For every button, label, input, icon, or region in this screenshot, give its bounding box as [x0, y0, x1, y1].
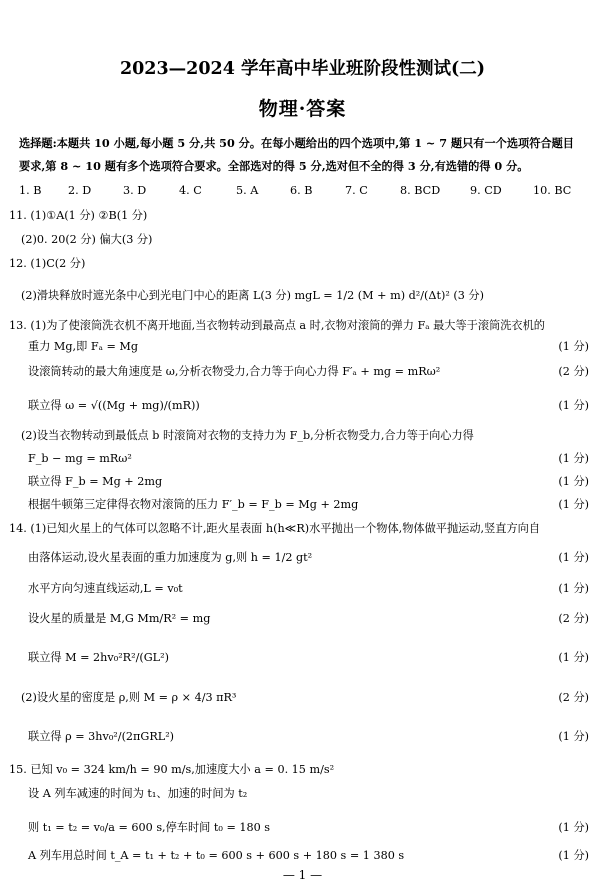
- q14-line-3: 水平方向匀速直线运动,L = v₀t: [28, 582, 183, 595]
- answer-4: 4. C: [179, 184, 202, 197]
- answer-10: 10. BC: [533, 184, 572, 197]
- answer-6: 6. B: [290, 184, 313, 197]
- page-number: — 1 —: [282, 868, 323, 882]
- q13-line-4: 联立得 ω = √((Mg + mg)/(mR)): [28, 399, 200, 412]
- answer-8: 8. BCD: [400, 184, 441, 197]
- q12-part2: (2)滑块释放时遮光条中心到光电门中心的距离 L(3 分) mgL = 1/2 (M + m) d²/(Δt)² (3 分): [21, 289, 484, 302]
- q13-line-3: 设滚筒转动的最大角速度是 ω,分析衣物受力,合力等于向心力得 F′ₐ + mg = mRω²: [28, 365, 441, 378]
- q15-line-4: A 列车用总时间 t_A = t₁ + t₂ + t₀ = 600 s + 600 s + 180 s = 1 380 s: [28, 849, 405, 862]
- q14-line-6-score: (2 分): [558, 691, 589, 704]
- q12-part1: 12. (1)C(2 分): [9, 257, 86, 270]
- q13-line-8-score: (1 分): [558, 498, 589, 511]
- answer-7: 7. C: [345, 184, 368, 197]
- answer-9: 9. CD: [470, 184, 502, 197]
- page-subtitle: 物理·答案: [258, 98, 347, 120]
- q15-line-1: 15. 已知 v₀ = 324 km/h = 90 m/s,加速度大小 a = 0. 15 m/s²: [9, 763, 335, 776]
- q13-line-6: F_b − mg = mRω²: [28, 452, 132, 465]
- q15-line-3-score: (1 分): [558, 821, 589, 834]
- q13-line-1: 13. (1)为了使滚筒洗衣机不离开地面,当衣物转动到最高点 a 时,衣物对滚筒的弹力 Fₐ 最大等于滚筒洗衣机的: [9, 319, 545, 332]
- q13-line-2-score: (1 分): [558, 340, 589, 353]
- q11-part1: 11. (1)①A(1 分) ②B(1 分): [9, 209, 148, 222]
- q14-line-5: 联立得 M = 2hv₀²R²/(GL²): [28, 651, 169, 664]
- q11-part2: (2)0. 20(2 分) 偏大(3 分): [21, 233, 153, 246]
- q13-line-3-score: (2 分): [558, 365, 589, 378]
- q14-line-6: (2)设火星的密度是 ρ,则 M = ρ × 4/3 πR³: [21, 691, 237, 704]
- q15-line-3: 则 t₁ = t₂ = v₀/a = 600 s,停车时间 t₀ = 180 s: [28, 821, 271, 834]
- q13-line-7-score: (1 分): [558, 475, 589, 488]
- q14-line-7: 联立得 ρ = 3hv₀²/(2πGRL²): [28, 730, 175, 743]
- instructions-line-2: 要求,第 8 ~ 10 题有多个选项符合要求。全部选对的得 5 分,选对但不全的得 3 分,有选错的得 0 分。: [19, 159, 529, 173]
- instructions-line-1: 选择题:本题共 10 小题,每小题 5 分,共 50 分。在每小题给出的四个选项中,第 1 ~ 7 题只有一个选项符合题目: [19, 136, 574, 150]
- q15-line-4-score: (1 分): [558, 849, 589, 862]
- q13-line-8: 根据牛顿第三定律得衣物对滚筒的压力 F′_b = F_b = Mg + 2mg: [28, 498, 359, 511]
- answer-2: 2. D: [68, 184, 92, 197]
- q15-line-2: 设 A 列车减速的时间为 t₁、加速的时间为 t₂: [28, 787, 248, 800]
- q13-line-4-score: (1 分): [558, 399, 589, 412]
- q14-line-3-score: (1 分): [558, 582, 589, 595]
- q13-line-7: 联立得 F_b = Mg + 2mg: [28, 475, 163, 488]
- q14-line-4: 设火星的质量是 M,G Mm/R² = mg: [28, 612, 211, 625]
- q13-line-2: 重力 Mg,即 Fₐ = Mg: [28, 340, 139, 353]
- q14-line-2-score: (1 分): [558, 551, 589, 564]
- q13-line-6-score: (1 分): [558, 452, 589, 465]
- q14-line-5-score: (1 分): [558, 651, 589, 664]
- page-title: 2023—2024 学年高中毕业班阶段性测试(二): [119, 59, 486, 79]
- q14-line-2: 由落体运动,设火星表面的重力加速度为 g,则 h = 1/2 gt²: [28, 551, 313, 564]
- q13-line-5: (2)设当衣物转动到最低点 b 时滚筒对衣物的支持力为 F_b,分析衣物受力,合力等于向心力得: [21, 429, 474, 442]
- answer-1: 1. B: [19, 184, 42, 197]
- q14-line-1: 14. (1)已知火星上的气体可以忽略不计,距火星表面 h(h≪R)水平抛出一个物体,物体做平抛运动,竖直方向自: [9, 522, 541, 535]
- answer-3: 3. D: [123, 184, 147, 197]
- answer-5: 5. A: [236, 184, 259, 197]
- q14-line-4-score: (2 分): [558, 612, 589, 625]
- q14-line-7-score: (1 分): [558, 730, 589, 743]
